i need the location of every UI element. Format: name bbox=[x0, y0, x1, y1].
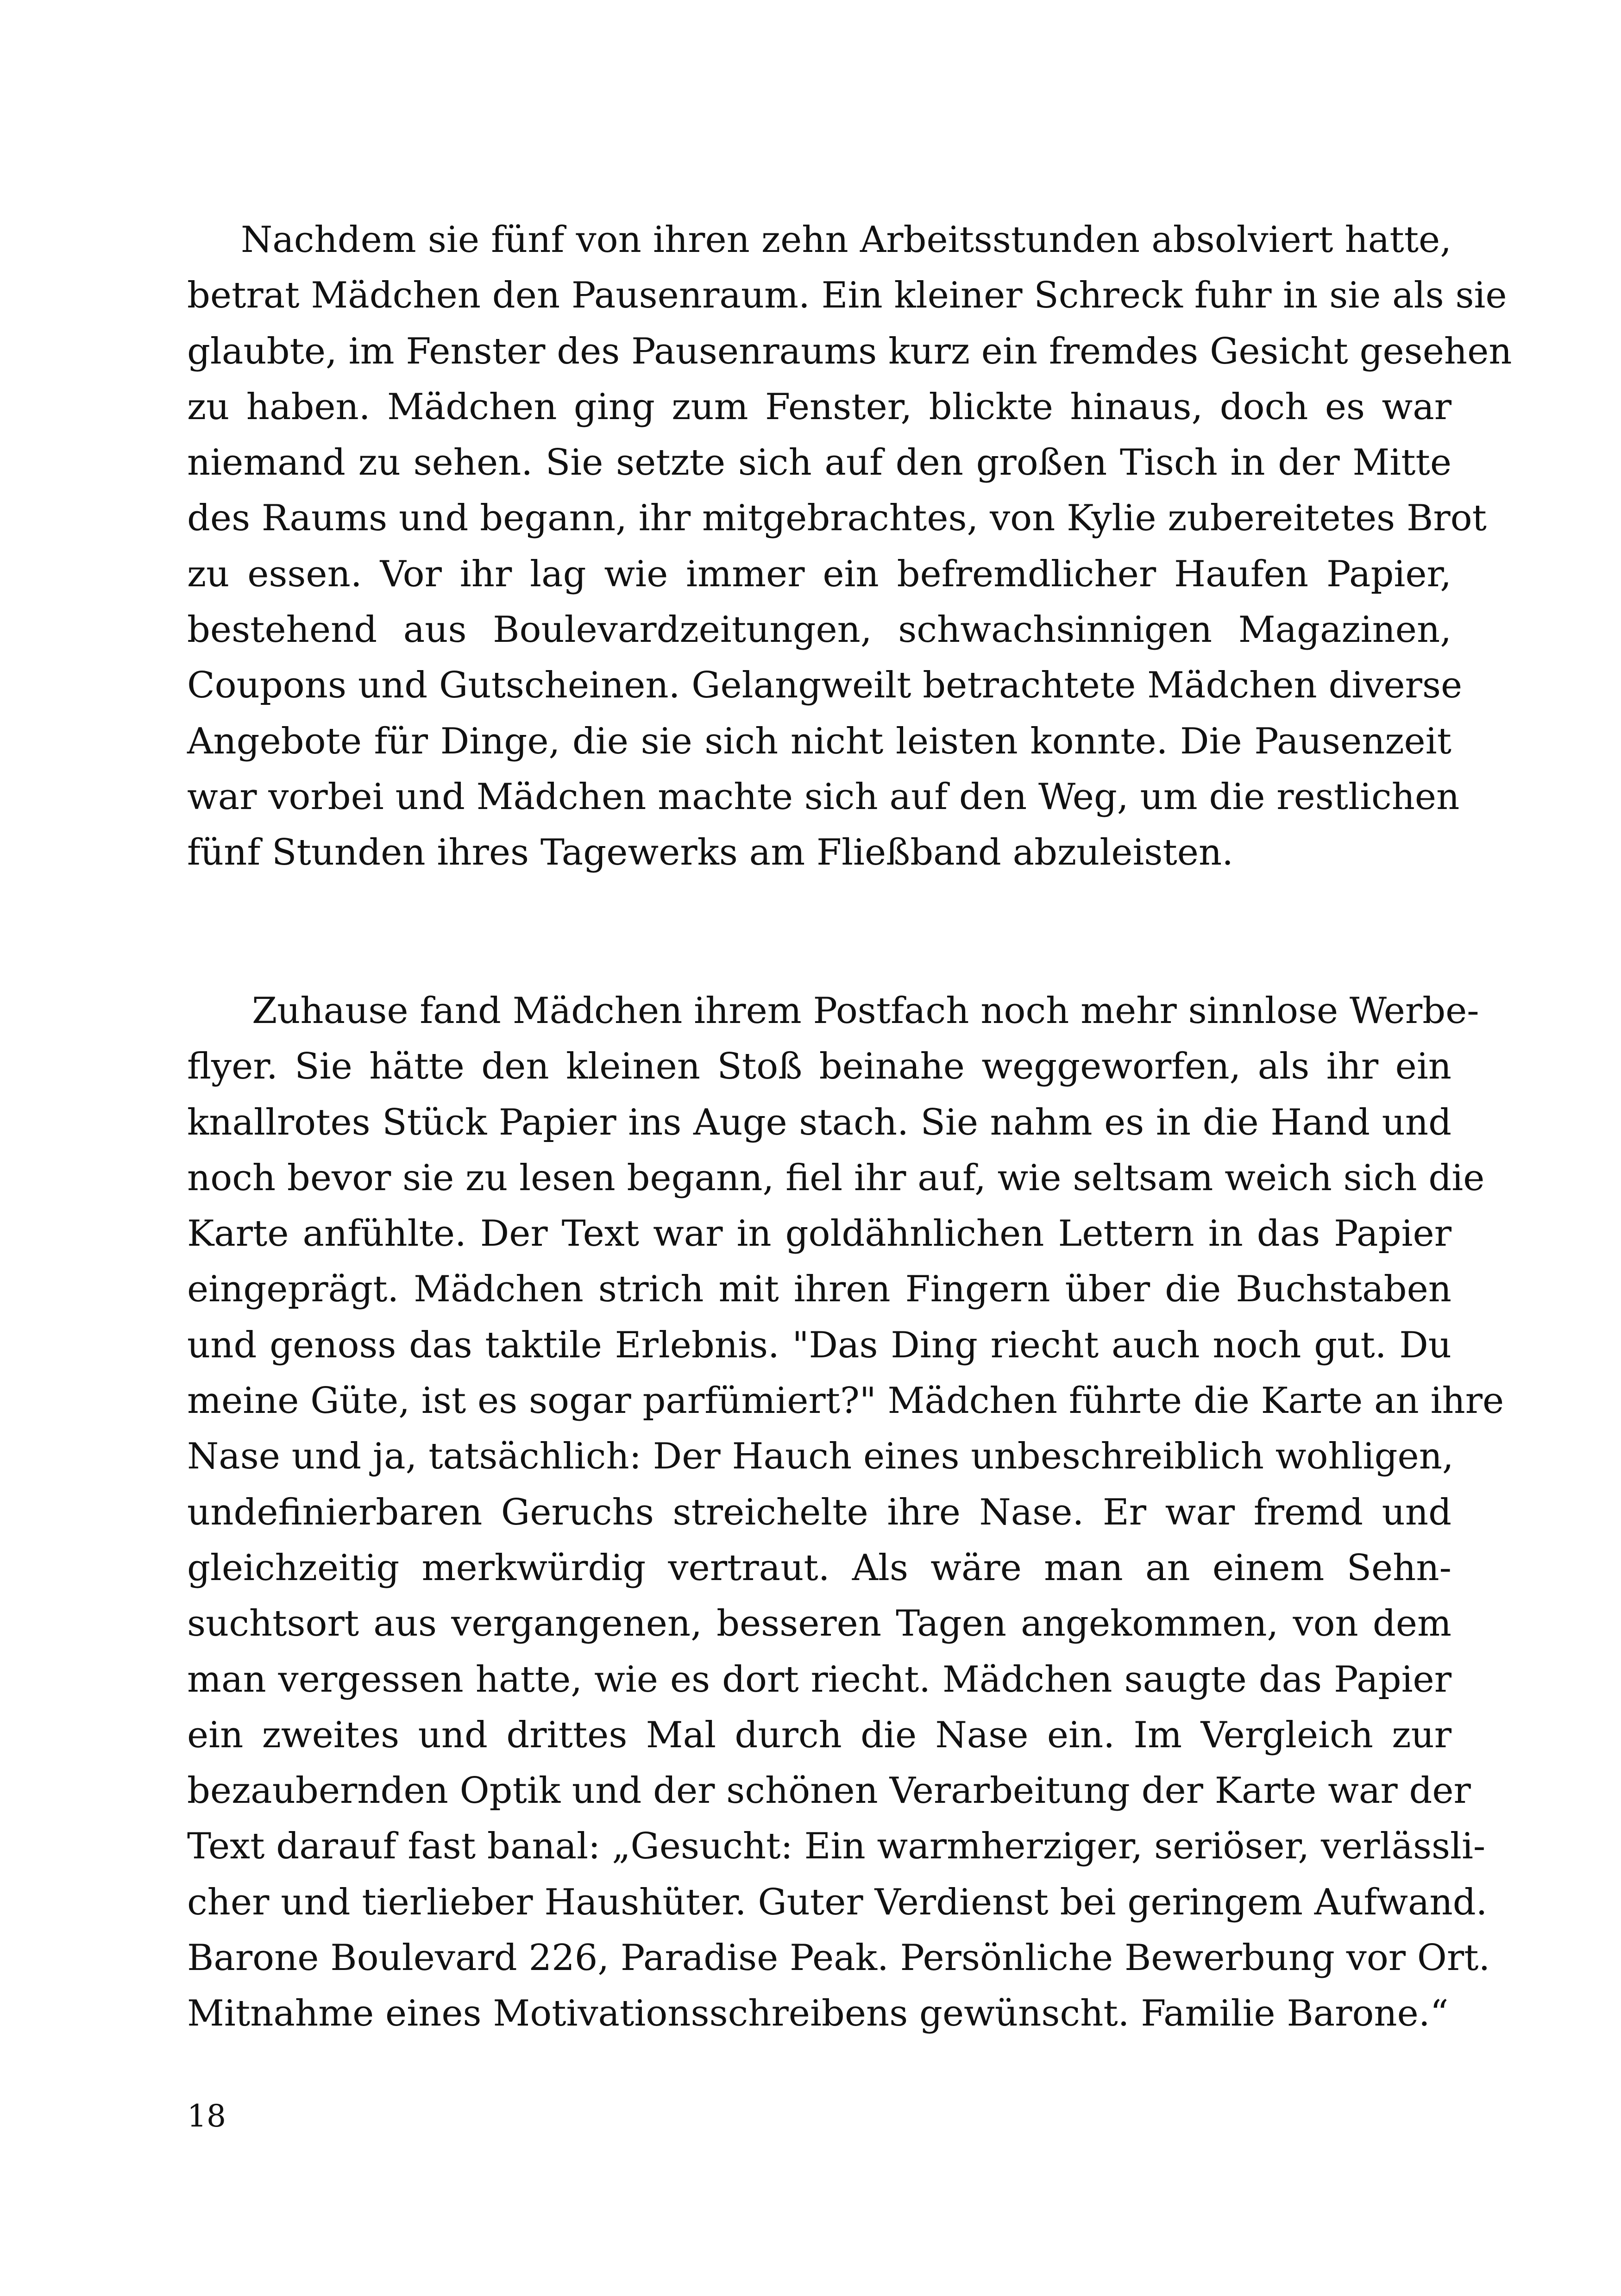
paragraph-1-line: Coupons und Gutscheinen. Gelangweilt betrachtete Mädchen diverse bbox=[187, 665, 1463, 707]
paragraph-2-line: Barone Boulevard 226, Paradise Peak. Persönliche Bewerbung vor Ort. bbox=[187, 1937, 1490, 1979]
paragraph-2-line: noch bevor sie zu lesen begann, fiel ihr auf, wie seltsam weich sich die bbox=[187, 1157, 1485, 1199]
paragraph-2-line: gleichzeitig merkwürdig vertraut. Als wäre man an einem Sehn- bbox=[187, 1547, 1451, 1589]
paragraph-1 bbox=[187, 212, 1512, 881]
paragraph-1-line: glaubte, im Fenster des Pausenraums kurz ein fremdes Gesicht gesehen bbox=[187, 330, 1512, 372]
paragraph-1-line: war vorbei und Mädchen machte sich auf den Weg, um die restlichen bbox=[187, 776, 1460, 818]
paragraph-2-line: eingeprägt. Mädchen strich mit ihren Fingern über die Buchstaben bbox=[187, 1268, 1451, 1311]
paragraph-2-line: bezaubernden Optik und der schönen Verarbeitung der Karte war der bbox=[187, 1770, 1471, 1812]
paragraph-2-line: Zuhause fand Mädchen ihrem Postfach noch mehr sinnlose Werbe- bbox=[252, 990, 1479, 1032]
paragraph-2-line: undefinierbaren Geruchs streichelte ihre Nase. Er war fremd und bbox=[187, 1491, 1451, 1533]
paragraph-2-line: suchtsort aus vergangenen, besseren Tagen angekommen, von dem bbox=[187, 1603, 1451, 1645]
paragraph-2-line: knallrotes Stück Papier ins Auge stach. Sie nahm es in die Hand und bbox=[187, 1101, 1451, 1143]
paragraph-1-line: zu haben. Mädchen ging zum Fenster, blickte hinaus, doch es war bbox=[187, 386, 1451, 428]
paragraph-1-line: fünf Stunden ihres Tagewerks am Fließband abzuleisten. bbox=[187, 832, 1233, 874]
paragraph-2-line: Text darauf fast banal: „Gesucht: Ein warmherziger, seriöser, verlässli- bbox=[187, 1826, 1486, 1868]
paragraph-2-line: Mitnahme eines Motivationsschreibens gewünscht. Familie Barone.“ bbox=[187, 1993, 1449, 2035]
paragraph-1-line: des Raums und begann, ihr mitgebrachtes, von Kylie zubereitetes Brot bbox=[187, 497, 1487, 539]
paragraph-2-line: meine Güte, ist es sogar parfümiert?" Mädchen führte die Karte an ihre bbox=[187, 1380, 1504, 1422]
paragraph-1-line: bestehend aus Boulevardzeitungen, schwachsinnigen Magazinen, bbox=[187, 609, 1451, 651]
paragraph-2-line: und genoss das taktile Erlebnis. "Das Ding riecht auch noch gut. Du bbox=[187, 1324, 1451, 1366]
page-number: 18 bbox=[187, 2098, 226, 2134]
paragraph-2-line: man vergessen hatte, wie es dort riecht. Mädchen saugte das Papier bbox=[187, 1658, 1451, 1700]
paragraph-2-line: ein zweites und drittes Mal durch die Nase ein. Im Vergleich zur bbox=[187, 1714, 1451, 1756]
paragraph-2 bbox=[187, 983, 1504, 2042]
paragraph-2-line: cher und tierlieber Haushüter. Guter Verdienst bei geringem Aufwand. bbox=[187, 1881, 1488, 1923]
paragraph-1-line: niemand zu sehen. Sie setzte sich auf den großen Tisch in der Mitte bbox=[187, 442, 1451, 484]
paragraph-2-line: Nase und ja, tatsächlich: Der Hauch eines unbeschreiblich wohligen, bbox=[187, 1436, 1454, 1478]
paragraph-1-line: Angebote für Dinge, die sie sich nicht leisten konnte. Die Pausenzeit bbox=[187, 720, 1451, 762]
paragraph-2-line: Karte anfühlte. Der Text war in goldähnlichen Lettern in das Papier bbox=[187, 1213, 1451, 1255]
paragraph-1-line: Nachdem sie fünf von ihren zehn Arbeitsstunden absolviert hatte, bbox=[241, 219, 1451, 261]
paragraph-2-line: flyer. Sie hätte den kleinen Stoß beinahe weggeworfen, als ihr ein bbox=[187, 1046, 1451, 1088]
paragraph-1-line: betrat Mädchen den Pausenraum. Ein kleiner Schreck fuhr in sie als sie bbox=[187, 275, 1507, 317]
paragraph-1-line: zu essen. Vor ihr lag wie immer ein befremdlicher Haufen Papier, bbox=[187, 553, 1451, 595]
